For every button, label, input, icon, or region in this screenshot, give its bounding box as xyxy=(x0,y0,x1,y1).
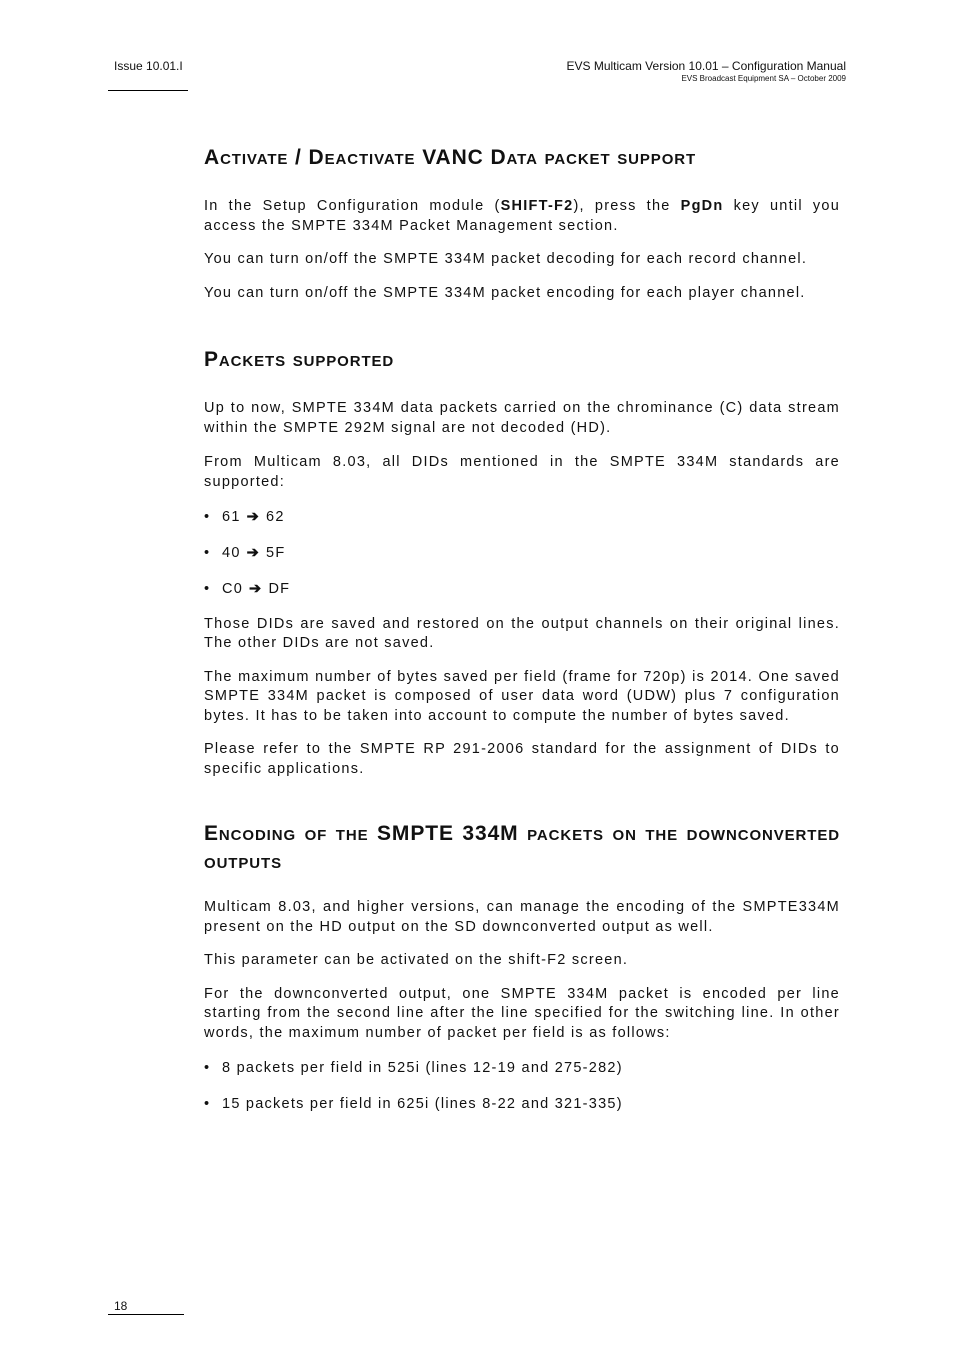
list-item xyxy=(204,580,840,600)
paragraph-encoding: You can turn on/off the SMPTE 334M packet encoding for each player channel. xyxy=(204,284,806,301)
manual-title: EVS Multicam Version 10.01 – Configuration Manual xyxy=(566,59,846,73)
company-line: EVS Broadcast Equipment SA – October 2009 xyxy=(681,74,846,83)
footer-rule xyxy=(108,1314,184,1315)
key-shift-f2: SHIFT-F2 xyxy=(500,198,574,214)
issue-number: Issue 10.01.I xyxy=(114,59,183,73)
page-body xyxy=(204,144,840,1115)
section-heading-vanc: Activate / Deactivate VANC Data packet support xyxy=(204,146,697,169)
section-heading-encoding: Encoding of the SMPTE 334M packets on the downconverted outputs xyxy=(204,822,840,873)
arrow-right-icon: ➔ xyxy=(249,581,263,597)
text-fragment: key until you access the SMPTE 334M Packet Management section. xyxy=(204,198,841,234)
list-item xyxy=(204,508,840,528)
range-start: 61 xyxy=(222,509,241,525)
bullet-icon: • xyxy=(204,1060,211,1076)
list-item-text: 8 packets per field in 525i (lines 12-19 and 275-282) xyxy=(222,1060,623,1076)
range-end: DF xyxy=(268,581,291,597)
paragraph-multicam-803: Multicam 8.03, and higher versions, can manage the encoding of the SMPTE334M present on the HD output on the SD downconverted output as well. xyxy=(204,899,840,935)
text-fragment: In the Setup Configuration module ( xyxy=(204,198,501,214)
list-item xyxy=(204,544,840,564)
header-rule xyxy=(108,90,188,91)
range-start: 40 xyxy=(222,545,241,561)
key-pgdn: PgDn xyxy=(680,198,724,214)
arrow-right-icon: ➔ xyxy=(246,545,261,561)
range-start: C0 xyxy=(222,581,244,597)
running-header xyxy=(567,59,847,83)
paragraph-downconverted: For the downconverted output, one SMPTE 334M packet is encoded per line starting from the second line after the line specified for the switching line. In other words, the maximum number of packet per field is as follows: xyxy=(204,985,840,1041)
arrow-right-icon: ➔ xyxy=(246,509,261,525)
bullet-icon: • xyxy=(204,1096,211,1112)
paragraph-setup-config xyxy=(204,197,840,236)
text-fragment: ), press the xyxy=(573,198,681,214)
paragraph-chrominance: Up to now, SMPTE 334M data packets carried on the chrominance (C) data stream within the SMPTE 292M signal are not decoded (HD). xyxy=(204,400,840,436)
page-number: 18 xyxy=(114,1299,128,1313)
bullet-icon: • xyxy=(204,581,211,597)
paragraph-shift-f2: This parameter can be activated on the shift-F2 screen. xyxy=(204,952,629,968)
list-item xyxy=(204,1059,840,1079)
range-end: 5F xyxy=(266,545,286,561)
did-range-list xyxy=(204,508,840,600)
list-item xyxy=(204,1095,840,1115)
bullet-icon: • xyxy=(204,509,211,525)
list-item-text: 15 packets per field in 625i (lines 8-22 and 321-335) xyxy=(222,1096,623,1112)
paragraph-dids-saved: Those DIDs are saved and restored on the output channels on their original lines. The other DIDs are not saved. xyxy=(204,615,840,651)
paragraph-rp291: Please refer to the SMPTE RP 291-2006 standard for the assignment of DIDs to specific applications. xyxy=(204,741,840,777)
range-end: 62 xyxy=(266,509,285,525)
paragraph-decoding: You can turn on/off the SMPTE 334M packet decoding for each record channel. xyxy=(204,251,808,267)
paragraph-dids-supported: From Multicam 8.03, all DIDs mentioned in the SMPTE 334M standards are supported: xyxy=(204,454,840,490)
section-heading-packets: Packets supported xyxy=(204,348,395,371)
packets-per-field-list xyxy=(204,1059,840,1115)
paragraph-max-bytes: The maximum number of bytes saved per field (frame for 720p) is 2014. One saved SMPTE 334M packet is composed of user data word (UDW) plus 7 configuration bytes. It has to be taken into account to compute the number of bytes saved. xyxy=(204,668,840,724)
bullet-icon: • xyxy=(204,545,211,561)
